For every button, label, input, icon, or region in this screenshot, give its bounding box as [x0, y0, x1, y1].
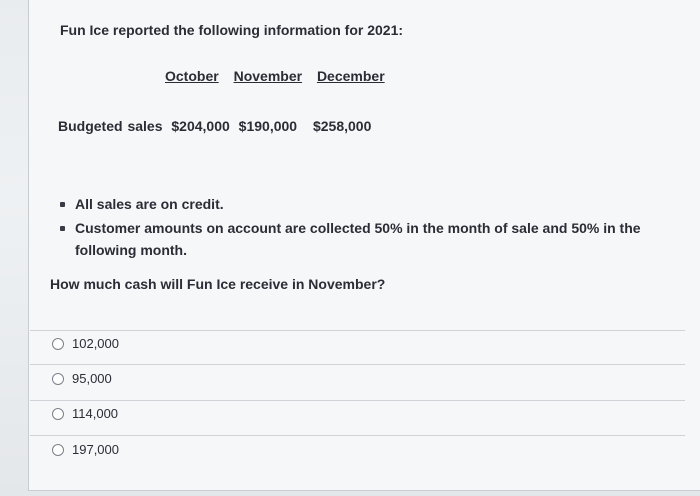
sales-label: Budgeted sales: [58, 118, 163, 134]
sales-november: $190,000: [238, 118, 298, 134]
intro-text: Fun Ice reported the following information for 2021:: [60, 22, 404, 38]
radio-icon[interactable]: [52, 338, 64, 350]
question-text: How much cash will Fun Ice receive in November?: [50, 276, 386, 292]
divider: [30, 400, 685, 401]
month-headers: [165, 68, 396, 84]
list-item: [58, 217, 658, 261]
answer-option-1[interactable]: [52, 336, 119, 351]
answer-option-3[interactable]: [52, 406, 118, 421]
divider: [30, 435, 685, 436]
radio-icon[interactable]: [52, 373, 64, 385]
assumption-credit-sales: All sales are on credit.: [75, 196, 224, 212]
answer-option-2[interactable]: [52, 371, 112, 386]
month-october: October: [165, 68, 219, 84]
bullet-icon: [60, 202, 65, 207]
sales-december: $258,000: [312, 118, 372, 134]
month-december: December: [316, 68, 385, 84]
radio-icon[interactable]: [52, 444, 64, 456]
option-label: 197,000: [72, 442, 119, 457]
assumption-collection: Customer amounts on account are collected 50% in the month of sale and 50% in the following month.: [75, 220, 641, 258]
radio-icon[interactable]: [52, 408, 64, 420]
sales-october: $204,000: [171, 118, 230, 134]
divider: [30, 364, 685, 365]
list-item: [58, 193, 658, 215]
option-label: 114,000: [72, 406, 119, 421]
month-november: November: [233, 68, 303, 84]
option-label: 95,000: [72, 371, 112, 386]
divider: [30, 330, 685, 331]
answer-option-4[interactable]: [52, 442, 119, 457]
budgeted-sales-row: [58, 118, 371, 134]
bullet-icon: [60, 226, 65, 231]
option-label: 102,000: [72, 336, 119, 351]
assumptions-list: [58, 193, 658, 263]
